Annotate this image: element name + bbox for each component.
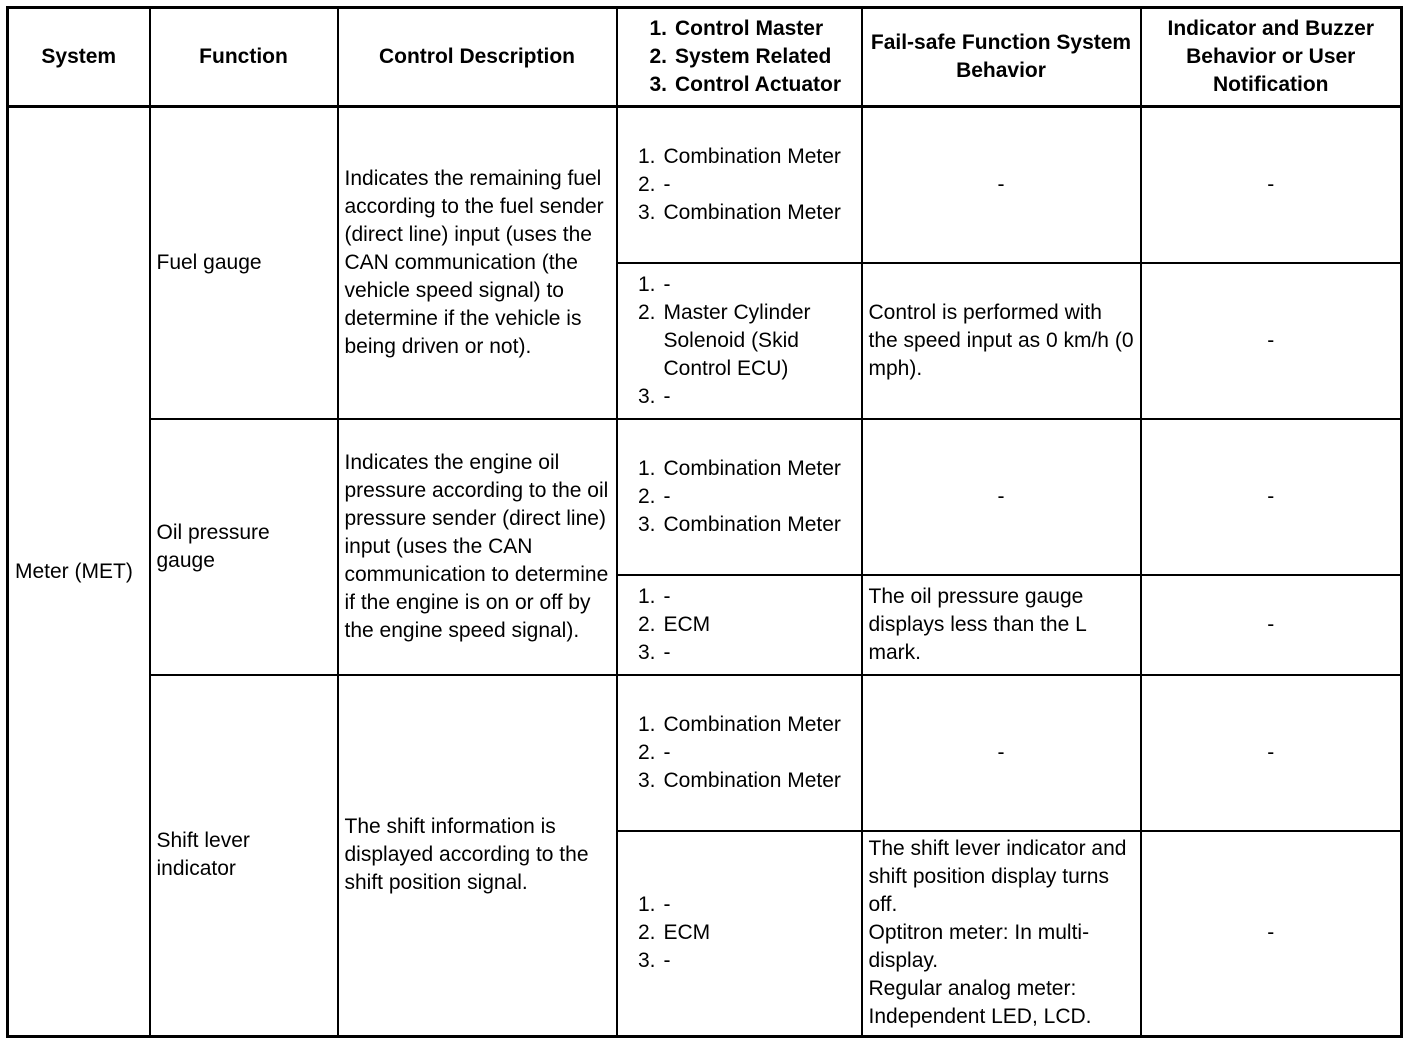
failsafe-line: The shift lever indicator and shift position display turns off. (868, 837, 1127, 917)
system-related: - (663, 740, 671, 764)
indicator-cell: - (1141, 675, 1402, 831)
control-master: Combination Meter (663, 144, 841, 168)
header-system: System (8, 8, 150, 107)
failsafe-line: Regular analog meter: Independent LED, LCD. (868, 977, 1092, 1029)
indicator-cell: - (1141, 419, 1402, 575)
function-description: The shift information is displayed according to the shift position signal. (338, 675, 617, 1037)
indicator-cell: - (1141, 107, 1402, 263)
control-actuator: - (663, 949, 671, 973)
indicator-cell: - (1141, 263, 1402, 419)
failsafe-line: Optitron meter: In multi-display. (868, 921, 1090, 973)
failsafe-cell: Control is performed with the speed input as 0 km/h (0 mph). (862, 263, 1141, 419)
header-role-2: 2. System Related (649, 45, 832, 68)
header-indicator: Indicator and Buzzer Behavior or User Notification (1141, 8, 1402, 107)
control-master: - (663, 272, 671, 296)
indicator-cell: - (1141, 575, 1402, 675)
failsafe-cell (862, 831, 1141, 1037)
header-role-1: 1. Control Master (649, 17, 824, 40)
header-failsafe: Fail-safe Function System Behavior (862, 8, 1141, 107)
failsafe-cell: The oil pressure gauge displays less than the L mark. (862, 575, 1141, 675)
header-function: Function (150, 8, 338, 107)
failsafe-cell: - (862, 675, 1141, 831)
control-list: 1. - 2. ECM 3. - (617, 831, 862, 1037)
table-row (8, 107, 1402, 263)
control-list: 1. - 2. ECM 3. - (617, 575, 862, 675)
system-related: ECM (663, 612, 711, 636)
control-list: 1. Combination Meter 2. - 3. Combination Meter (617, 107, 862, 263)
control-actuator: - (663, 640, 671, 664)
control-actuator: Combination Meter (663, 200, 841, 224)
header-control-roles (617, 8, 862, 107)
control-master: Combination Meter (663, 712, 841, 736)
function-description: Indicates the remaining fuel according to the fuel sender (direct line) input (uses the CAN communication (the vehicle speed signal) to determine if the vehicle is being driven or not). (338, 107, 617, 419)
failsafe-cell: - (862, 107, 1141, 263)
table-row (8, 419, 1402, 575)
indicator-cell: - (1141, 831, 1402, 1037)
failsafe-cell: - (862, 419, 1141, 575)
system-related: - (663, 172, 671, 196)
system-related: - (663, 484, 671, 508)
table-header-row (8, 8, 1402, 107)
control-actuator: Combination Meter (663, 768, 841, 792)
system-related: ECM (663, 921, 711, 945)
system-related: Master Cylinder Solenoid (Skid Control ECU) (663, 300, 811, 380)
control-list: 1. Combination Meter 2. - 3. Combination Meter (617, 419, 862, 575)
system-name: Meter (MET) (8, 107, 150, 1037)
control-list: 1. Combination Meter 2. - 3. Combination Meter (617, 675, 862, 831)
function-name: Oil pressure gauge (150, 419, 338, 675)
function-name: Fuel gauge (150, 107, 338, 419)
header-role-3: 3. Control Actuator (649, 73, 842, 96)
control-actuator: - (663, 384, 671, 408)
control-master: Combination Meter (663, 456, 841, 480)
control-actuator: Combination Meter (663, 512, 841, 536)
control-master: - (663, 893, 671, 917)
system-function-table (6, 6, 1403, 1038)
function-name: Shift lever indicator (150, 675, 338, 1037)
control-master: - (663, 584, 671, 608)
table-row (8, 675, 1402, 831)
header-control-description: Control Description (338, 8, 617, 107)
control-list: 1. - 2. Master Cylinder Solenoid (Skid Control ECU) 3. - (617, 263, 862, 419)
function-description: Indicates the engine oil pressure according to the oil pressure sender (direct line) input (uses the CAN communication to determine if the engine is on or off by the engine speed signal). (338, 419, 617, 675)
